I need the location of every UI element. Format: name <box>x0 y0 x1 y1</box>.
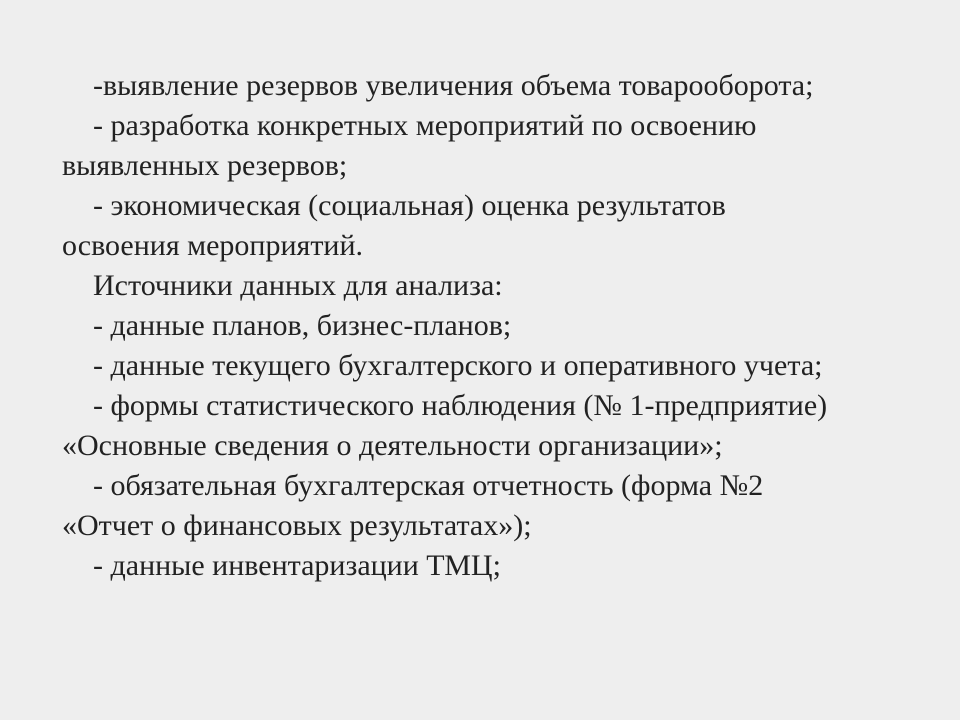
text-line: - данные инвентаризации ТМЦ; <box>93 549 501 582</box>
text-line: - обязательная бухгалтерская отчетность (форма №2 <box>93 469 764 502</box>
text-line: - данные текущего бухгалтерского и оперативного учета; <box>93 349 823 382</box>
text-line: - разработка конкретных мероприятий по освоению <box>93 109 757 142</box>
text-line: - экономическая (социальная) оценка результатов <box>93 189 726 222</box>
text-line: -выявление резервов увеличения объема товарооборота; <box>93 69 814 102</box>
text-line: освоения мероприятий. <box>62 229 364 262</box>
text-line: «Отчет о финансовых результатах»); <box>62 509 532 542</box>
text-line: Источники данных для анализа: <box>93 269 503 302</box>
text-line: - формы статистического наблюдения (№ 1-предприятие) <box>93 389 828 422</box>
slide-text-body <box>62 66 922 586</box>
text-line: «Основные сведения о деятельности организации»; <box>62 429 723 462</box>
text-line: выявленных резервов; <box>62 149 348 182</box>
text-line: - данные планов, бизнес-планов; <box>93 309 512 342</box>
